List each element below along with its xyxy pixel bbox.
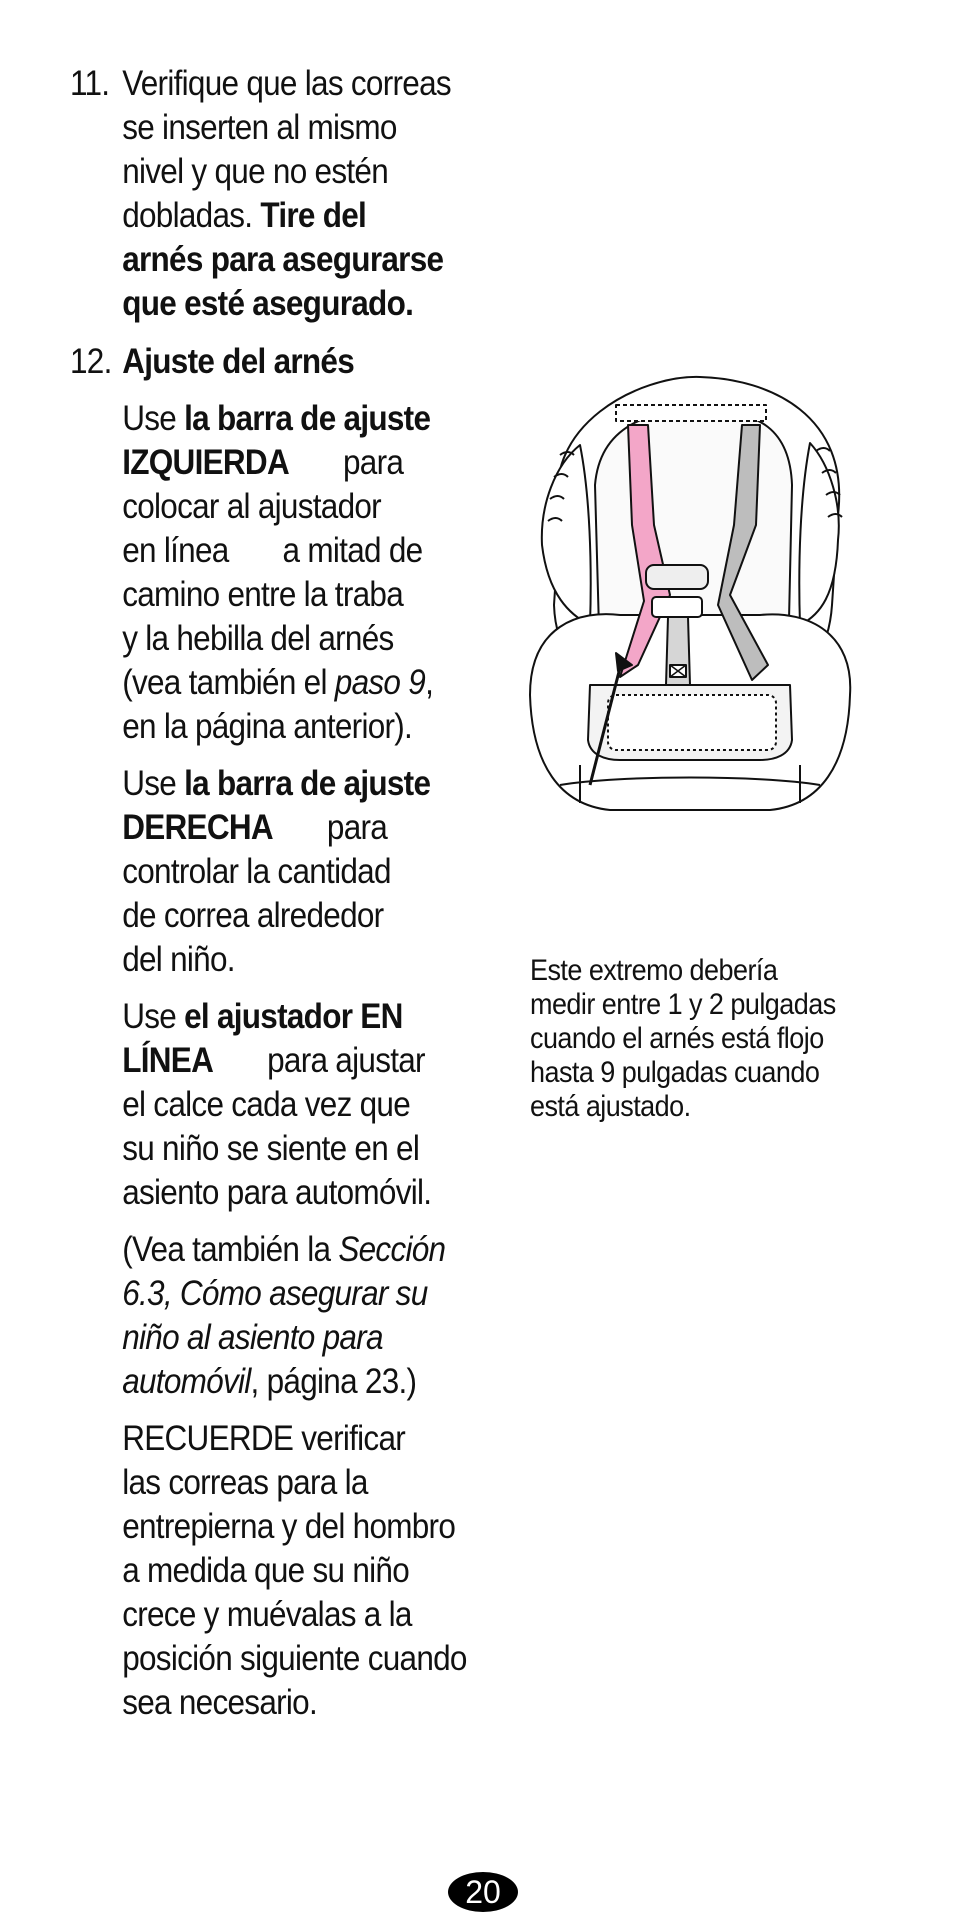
bold-text: la barra de ajuste — [184, 764, 431, 803]
para-line: controlar la cantidad — [122, 852, 391, 891]
step-12 — [70, 340, 493, 1725]
text: para ajustar — [267, 1041, 425, 1080]
para-line — [122, 1316, 493, 1360]
text: Use — [122, 399, 185, 438]
seat-wing-left — [542, 445, 591, 625]
para-line — [122, 1272, 493, 1316]
para-line: de correa alrededor — [122, 896, 384, 935]
para-line: RECUERDE verificar — [122, 1419, 406, 1458]
para-line: crece y muévalas a la — [122, 1595, 412, 1634]
right-bar-paragraph — [122, 762, 493, 982]
para-line — [122, 529, 493, 573]
crotch-pad — [608, 695, 776, 750]
italic-text: niño al asiento para — [122, 1318, 383, 1357]
para-line — [122, 762, 493, 806]
para-line: camino entre la traba — [122, 575, 403, 614]
para-line: su niño se siente en el — [122, 1129, 420, 1168]
para-line — [122, 661, 493, 705]
text: para — [342, 443, 404, 482]
step-number: 12. — [70, 342, 112, 381]
para-line: posición siguiente cuando — [122, 1639, 467, 1678]
harness-slot-top — [616, 405, 766, 421]
caption-line: está ajustado. — [530, 1090, 691, 1123]
step-line — [122, 282, 493, 326]
reminder-paragraph — [122, 1417, 493, 1725]
bold-text: la barra de ajuste — [184, 399, 431, 438]
bold-text: que esté asegurado. — [122, 284, 414, 323]
text: Use — [122, 997, 185, 1036]
step-line: se inserten al mismo — [122, 108, 397, 147]
text: a mitad de — [282, 531, 423, 570]
page-number-badge: 20 — [448, 1872, 518, 1912]
italic-text: paso 9 — [334, 663, 426, 702]
step-line: Verifique que las correas — [122, 64, 451, 103]
bold-text: arnés para asegurarse — [122, 240, 444, 279]
text: (vea también el — [122, 663, 335, 702]
text: Use — [122, 764, 185, 803]
step-line: nivel y que no estén — [122, 152, 388, 191]
para-line: en la página anterior). — [122, 707, 413, 746]
para-line: sea necesario. — [122, 1683, 317, 1722]
para-line: las correas para la — [122, 1463, 368, 1502]
para-line — [122, 441, 493, 485]
caption-line: cuando el arnés está flojo — [530, 1022, 824, 1055]
para-line: colocar al ajustador — [122, 487, 381, 526]
step-heading — [122, 340, 493, 384]
para-line: del niño. — [122, 940, 235, 979]
para-line — [122, 995, 493, 1039]
para-line — [122, 1039, 493, 1083]
reference-paragraph — [122, 1228, 493, 1404]
chest-clip — [646, 565, 708, 589]
left-bar-paragraph — [122, 397, 493, 749]
italic-text: Sección — [338, 1230, 446, 1269]
step-line — [122, 194, 493, 238]
text: (Vea también la — [122, 1230, 339, 1269]
instructions-column — [70, 62, 493, 1738]
caption-line: medir entre 1 y 2 pulgadas — [530, 988, 836, 1021]
step-line — [122, 238, 493, 282]
text: , — [425, 663, 434, 702]
para-line: asiento para automóvil. — [122, 1173, 432, 1212]
para-line: entrepierna y del hombro — [122, 1507, 456, 1546]
text: en línea — [122, 531, 229, 570]
figure-caption — [530, 954, 854, 1124]
para-line: y la hebilla del arnés — [122, 619, 394, 658]
italic-text: 6.3, Cómo asegurar su — [122, 1274, 428, 1313]
para-line: el calce cada vez que — [122, 1085, 411, 1124]
step-number: 11. — [70, 64, 110, 103]
inline-adjuster-paragraph — [122, 995, 493, 1215]
para-line — [122, 1360, 493, 1404]
text: para — [326, 808, 388, 847]
step-11 — [70, 62, 493, 326]
italic-text: automóvil — [122, 1362, 251, 1401]
caption-line: hasta 9 pulgadas cuando — [530, 1056, 820, 1089]
text: dobladas. — [122, 196, 261, 235]
harness-buckle — [652, 597, 702, 617]
text: , página 23.) — [250, 1362, 417, 1401]
car-seat-illustration — [520, 365, 860, 925]
para-line — [122, 397, 493, 441]
bold-text: LÍNEA — [122, 1041, 214, 1080]
caption-line: Este extremo debería — [530, 954, 778, 987]
bold-text: el ajustador EN — [184, 997, 403, 1036]
bold-text: Ajuste del arnés — [122, 342, 355, 381]
para-line: a medida que su niño — [122, 1551, 410, 1590]
bold-text: Tire del — [260, 196, 367, 235]
bold-text: DERECHA — [122, 808, 273, 847]
para-line — [122, 1228, 493, 1272]
para-line — [122, 806, 493, 850]
bold-text: IZQUIERDA — [122, 443, 289, 482]
